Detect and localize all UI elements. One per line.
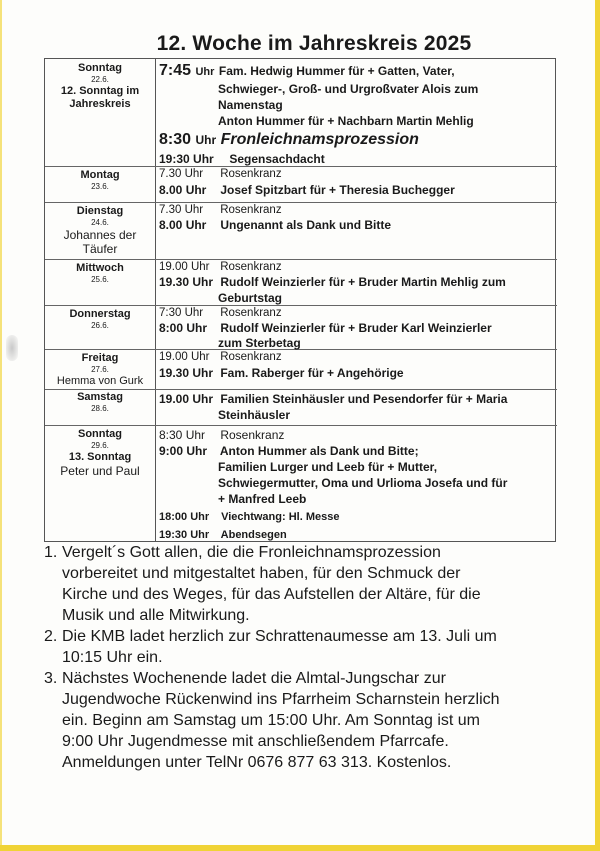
event-time-unit: Uhr — [195, 66, 215, 78]
day-sunday-22 — [45, 62, 155, 111]
day-monday — [45, 169, 155, 192]
day-date: 29.6. — [91, 441, 109, 451]
event-time: 8.00 Uhr — [159, 183, 207, 197]
event-description: Geburtstag — [218, 291, 283, 305]
day-name: Sonntag — [78, 428, 122, 440]
day-name: Freitag — [81, 352, 119, 364]
event-time: 7.30 Uhr — [159, 168, 204, 180]
day-wednesday — [45, 262, 155, 285]
event-row — [159, 183, 455, 197]
event-description: Rosenkranz — [220, 261, 282, 273]
event-time: 7.30 Uhr — [159, 204, 204, 216]
announcement-line: Die KMB ladet herzlich zur Schrattenaumesse am 13. Juli um — [62, 628, 497, 645]
day-feast: Hemma von Gurk — [56, 374, 144, 387]
event-time: 19.00 Uhr — [159, 392, 214, 406]
day-date: 27.6. — [91, 365, 109, 375]
event-row — [159, 152, 325, 166]
row-divider — [45, 202, 557, 203]
announcement-number: 1. — [44, 544, 58, 561]
event-description: Namenstag — [218, 98, 283, 112]
day-name: Montag — [80, 169, 120, 181]
event-time: 8:30 Uhr — [159, 428, 206, 442]
event-description: Fronleichnamsprozession — [220, 131, 419, 148]
day-sunday-29 — [45, 428, 155, 478]
page-edge-bottom — [0, 845, 600, 851]
day-date: 25.6. — [91, 275, 109, 285]
event-time: 8:30 — [159, 131, 192, 148]
announcement-line: Vergelt´s Gott allen, die die Fronleichnamsprozession — [62, 544, 441, 561]
announcement-line: vorbereitet und mitgestaltet haben, für den Schmuck der — [62, 565, 461, 582]
event-description: Rosenkranz — [220, 428, 285, 442]
event-time: 8:00 Uhr — [159, 321, 208, 335]
announcement-line: Musik und alle Mitwirkung. — [62, 607, 250, 624]
announcements-list — [44, 542, 574, 773]
event-description: Schwieger-, Groß- und Urgroßvater Alois zum — [218, 82, 479, 96]
event-row — [159, 131, 419, 149]
page-edge-right — [595, 0, 600, 851]
announcement-line: Anmeldungen unter TelNr 0676 877 63 313. Kostenlos. — [62, 754, 452, 771]
event-row — [159, 351, 282, 363]
event-row — [159, 168, 282, 180]
event-description: Familien Steinhäusler und Pesendorfer für + Maria — [220, 392, 508, 406]
day-feast: 13. Sonntag — [68, 450, 132, 463]
event-time: 19.30 Uhr — [159, 275, 214, 289]
scan-smudge — [6, 335, 18, 361]
day-friday — [45, 352, 155, 388]
event-description: Anton Hummer als Dank und Bitte; — [219, 444, 419, 458]
event-time: 19:30 Uhr — [159, 529, 210, 541]
event-row — [159, 62, 455, 80]
event-description: Familien Lurger und Leeb für + Mutter, — [218, 460, 438, 474]
day-name: Sonntag — [78, 62, 122, 74]
day-date: 28.6. — [91, 404, 109, 414]
event-time: 7:30 Uhr — [159, 307, 204, 319]
day-feast: 12. Sonntag im — [60, 84, 140, 97]
row-divider — [45, 305, 557, 306]
page-edge-left — [0, 0, 2, 851]
day-name: Donnerstag — [69, 308, 131, 320]
event-row — [159, 307, 282, 319]
announcement-item — [44, 626, 574, 668]
event-time: 19:30 Uhr — [159, 152, 214, 166]
event-description: Fam. Hedwig Hummer für + Gatten, Vater, — [218, 64, 455, 78]
announcement-line: Nächstes Wochenende ladet die Almtal-Jungschar zur — [62, 670, 446, 687]
day-name: Mittwoch — [76, 262, 124, 274]
day-date: 23.6. — [91, 182, 109, 192]
announcement-number: 3. — [44, 670, 58, 687]
event-description: Segensachdacht — [229, 152, 325, 166]
page-title: 12. Woche im Jahreskreis 2025 — [156, 32, 472, 55]
announcement-item — [44, 542, 574, 626]
event-time: 19.00 Uhr — [159, 351, 210, 363]
announcement-line: ein. Beginn am Samstag um 15:00 Uhr. Am Sonntag ist um — [62, 712, 480, 729]
day-feast: Jahreskreis — [69, 97, 131, 110]
event-description: Fam. Raberger für + Angehörige — [220, 366, 404, 380]
event-description: Rosenkranz — [220, 168, 282, 180]
event-description: + Manfred Leeb — [218, 492, 307, 506]
event-description: Anton Hummer für + Nachbarn Martin Mehlig — [218, 114, 474, 128]
event-row — [159, 321, 492, 335]
event-row — [159, 511, 339, 523]
event-row — [159, 261, 282, 273]
event-row — [159, 392, 507, 406]
day-thursday — [45, 308, 155, 331]
event-time: 8.00 Uhr — [159, 218, 207, 232]
day-feast: Täufer — [82, 242, 118, 257]
row-divider — [45, 389, 557, 390]
event-description: Rosenkranz — [220, 204, 282, 216]
event-description: Viechtwang: Hl. Messe — [221, 511, 340, 523]
row-divider — [45, 425, 557, 426]
event-row — [159, 204, 282, 216]
event-description: Abendsegen — [220, 529, 287, 541]
event-description: Rudolf Weinzierler für + Bruder Martin Mehlig zum — [220, 275, 506, 289]
day-name: Dienstag — [76, 205, 124, 217]
event-description: Rudolf Weinzierler für + Bruder Karl Weinzierler — [220, 321, 492, 335]
event-time-unit: Uhr — [195, 133, 217, 147]
event-row — [159, 275, 506, 289]
row-divider — [45, 349, 557, 350]
day-name: Samstag — [77, 391, 123, 403]
event-time: 7:45 — [159, 62, 192, 79]
day-date: 22.6. — [91, 75, 109, 85]
event-description: Ungenannt als Dank und Bitte — [220, 218, 392, 232]
day-tuesday — [45, 205, 155, 257]
day-date: 26.6. — [91, 321, 109, 331]
event-description: Schwiegermutter, Oma und Urlioma Josefa und für — [218, 476, 508, 490]
event-description: zum Sterbetag — [218, 336, 301, 350]
announcement-line: Kirche und des Weges, für das Aufstellen der Altäre, für die — [62, 586, 481, 603]
announcement-item — [44, 668, 574, 773]
event-description: Steinhäusler — [218, 408, 291, 422]
day-feast: Johannes der — [63, 227, 137, 242]
event-time: 9:00 Uhr — [159, 444, 208, 458]
day-feast: Peter und Paul — [60, 463, 140, 478]
event-description: Rosenkranz — [220, 351, 282, 363]
event-row — [159, 366, 404, 380]
event-time: 19.30 Uhr — [159, 366, 214, 380]
event-row — [159, 428, 284, 442]
event-row — [159, 444, 419, 458]
announcement-number: 2. — [44, 628, 58, 645]
row-divider — [45, 166, 557, 167]
announcement-line: Jugendwoche Rückenwind ins Pfarrheim Scharnstein herzlich — [62, 691, 500, 708]
event-description: Josef Spitzbart für + Theresia Buchegger — [220, 183, 455, 197]
announcement-line: 10:15 Uhr ein. — [62, 649, 163, 666]
day-saturday — [45, 391, 155, 414]
event-description: Rosenkranz — [220, 307, 282, 319]
announcement-line: 9:00 Uhr Jugendmesse mit anschließendem Pfarrcafe. — [62, 733, 449, 750]
day-date: 24.6. — [91, 218, 109, 228]
event-row — [159, 529, 287, 541]
event-time: 19.00 Uhr — [159, 261, 210, 273]
schedule-table — [44, 58, 556, 542]
event-time: 18:00 Uhr — [159, 511, 210, 523]
row-divider — [45, 259, 557, 260]
event-row — [159, 218, 391, 232]
